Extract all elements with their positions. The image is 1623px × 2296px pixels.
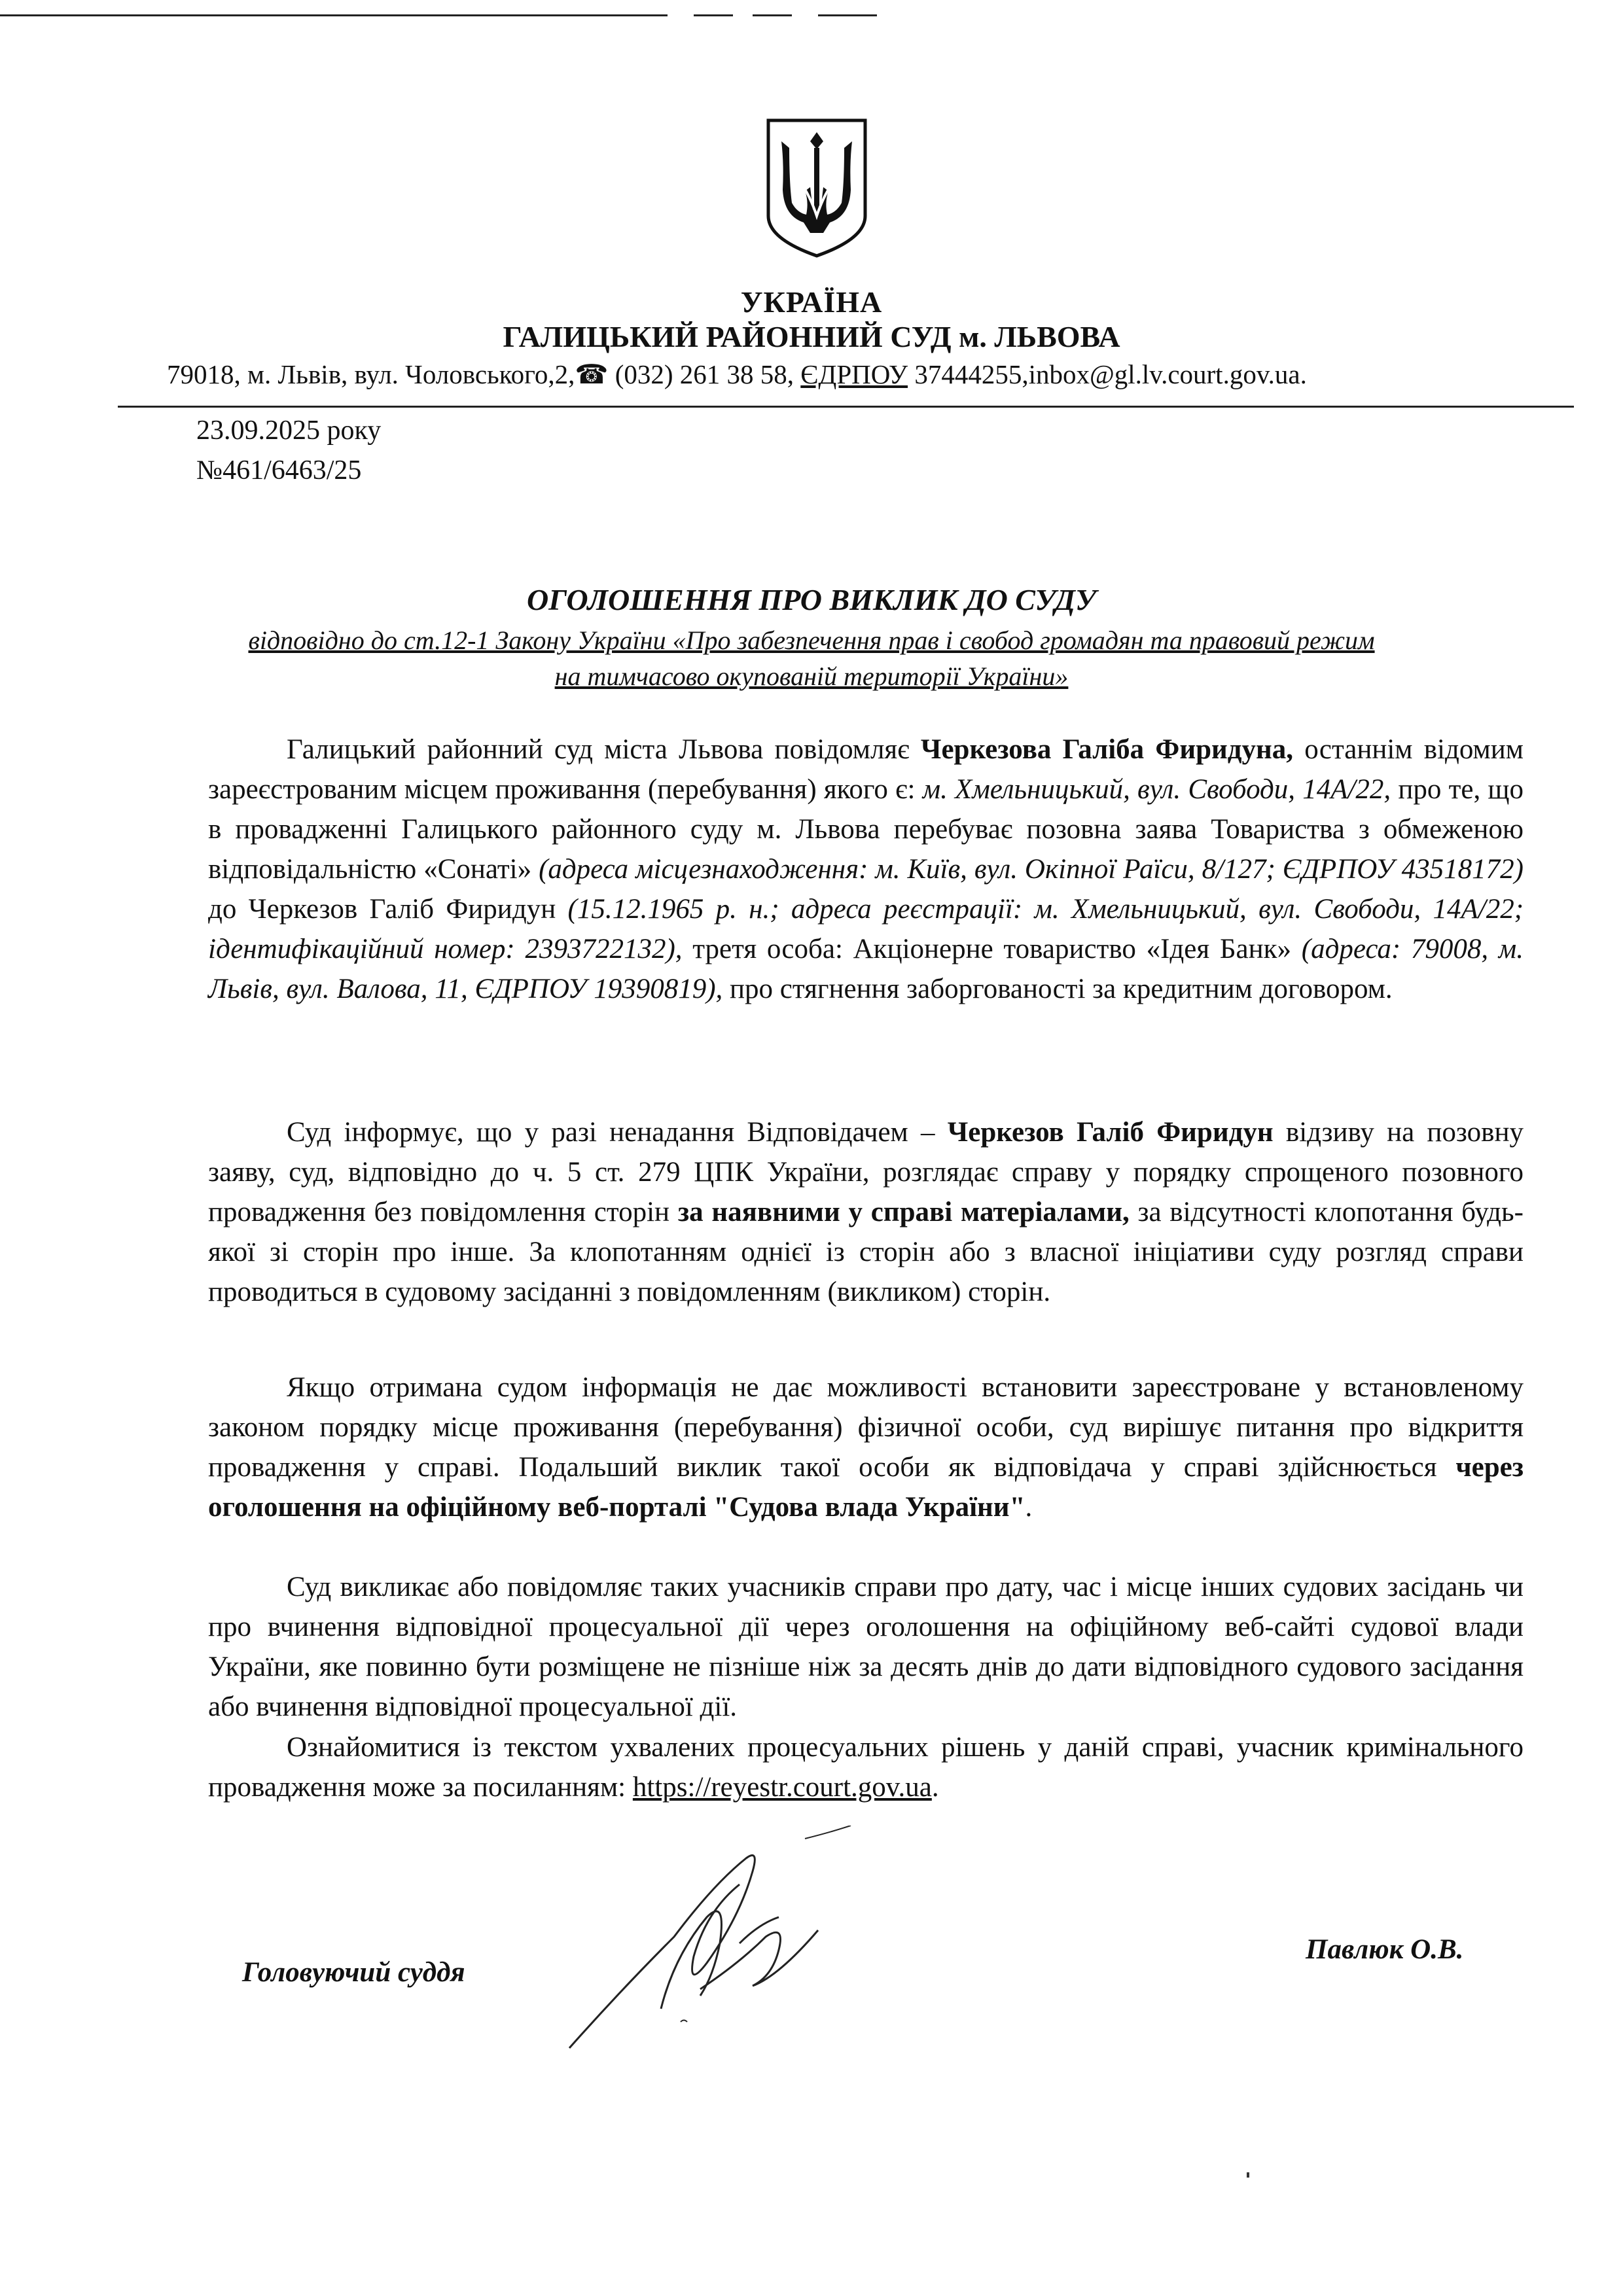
- address-prefix: 79018, м. Львів, вул. Чоловського,2,: [167, 359, 575, 389]
- paragraph-registry: Ознайомитися із текстом ухвалених процесуальних рішень у даній справі, учасник кримінального провадження може за посиланням: https://reyestr.court.gov.ua.: [208, 1732, 1524, 1803]
- document-title: ОГОЛОШЕННЯ ПРО ВИКЛИК ДО СУДУ: [527, 583, 1096, 616]
- phone-number: (032) 261 38 58,: [608, 359, 794, 389]
- signature-role: Головуючий суддя: [242, 1957, 465, 1988]
- top-scan-line: [694, 14, 733, 16]
- handwritten-signature: [543, 1826, 857, 2074]
- address-suffix: 37444255,inbox@gl.lv.court.gov.ua.: [908, 359, 1307, 389]
- edrpou-label: ЄДРПОУ: [800, 359, 908, 389]
- country-heading: УКРАЇНА: [740, 285, 883, 319]
- court-heading: ГАЛИЦЬКИЙ РАЙОННИЙ СУД м. ЛЬВОВА: [503, 320, 1120, 353]
- defendant-name: Черкезова Галіба Фиридуна,: [920, 734, 1294, 765]
- document-date: 23.09.2025 року: [196, 415, 382, 446]
- trident-emblem-icon: [764, 118, 869, 258]
- top-scan-line: [0, 14, 668, 16]
- top-scan-line: [753, 14, 792, 16]
- header-divider: [118, 406, 1574, 408]
- document-subtitle-line1: відповідно до ст.12-1 Закону України «Про забезпечення прав і свобод громадян та правовий режим: [248, 626, 1375, 655]
- paragraph-procedure: Суд інформує, що у разі ненадання Відповідачем – Черкезов Галіб Фиридун відзиву на позовну заяву, суд, відповідно до ч. 5 ст. 279 ЦПК України, розглядає справу у порядку спрощеного позовного провадження без повідомлення сторін за наявними у справі матеріалами, за відсутності клопотання будь-якої зі сторін про інше. За клопотанням однієї із сторін або з власної ініціативи суду розгляд справи проводиться в судовому засіданні з повідомленням (викликом) сторін.: [208, 1117, 1524, 1307]
- phone-icon: ☎: [575, 359, 609, 389]
- paragraph-summons: Суд викликає або повідомляє таких учасників справи про дату, час і місце інших судових засідань чи про вчинення відповідної процесуальної дії через оголошення на офіційному веб-сайті судової влади України, яке повинно бути розміщене не пізніше ніж за десять днів до дати відповідного судового засідання або вчинення відповідної процесуальної дії.: [208, 1572, 1524, 1722]
- paragraph-address-unknown: Якщо отримана судом інформація не дає можливості встановити зареєстроване у встановленому законом порядку місце проживання (перебування) фізичної особи, суд вирішує питання про відкриття провадження у справі. Подальший виклик такої особи як відповідача у справі здійснюється через оголошення на офіційному веб-порталі "Судова влада України".: [208, 1372, 1524, 1523]
- scan-speck: [1247, 2172, 1249, 2178]
- top-scan-line: [818, 14, 877, 16]
- document-subtitle-line2: на тимчасово окупованій території України»: [554, 662, 1069, 691]
- registry-link[interactable]: https://reyestr.court.gov.ua: [632, 1772, 932, 1803]
- court-address: [167, 359, 1307, 390]
- document-number: №461/6463/25: [196, 455, 362, 486]
- paragraph-notice: Галицький районний суд міста Львова повідомляє Черкезова Галіба Фиридуна, останнім відомим зареєстрованим місцем проживання (перебування) якого є: м. Хмельницький, вул. Свободи, 14А/22, про те, що в провадженні Галицького районного суду м. Львова перебуває позовна заява Товариства з обмеженою відповідальністю «Сонаті» (адреса місцезнаходження: м. Київ, вул. Окіпної Раїси, 8/127; ЄДРПОУ 43518172) до Черкезов Галіб Фиридун (15.12.1965 р. н.; адреса реєстрації: м. Хмельницький, вул. Свободи, 14А/22; ідентифікаційний номер: 2393722132), третя особа: Акціонерне товариство «Ідея Банк» (адреса: 79008, м. Львів, вул. Валова, 11, ЄДРПОУ 19390819), про стягнення заборгованості за кредитним договором.: [208, 734, 1524, 1004]
- judge-name: Павлюк О.В.: [1306, 1934, 1464, 1965]
